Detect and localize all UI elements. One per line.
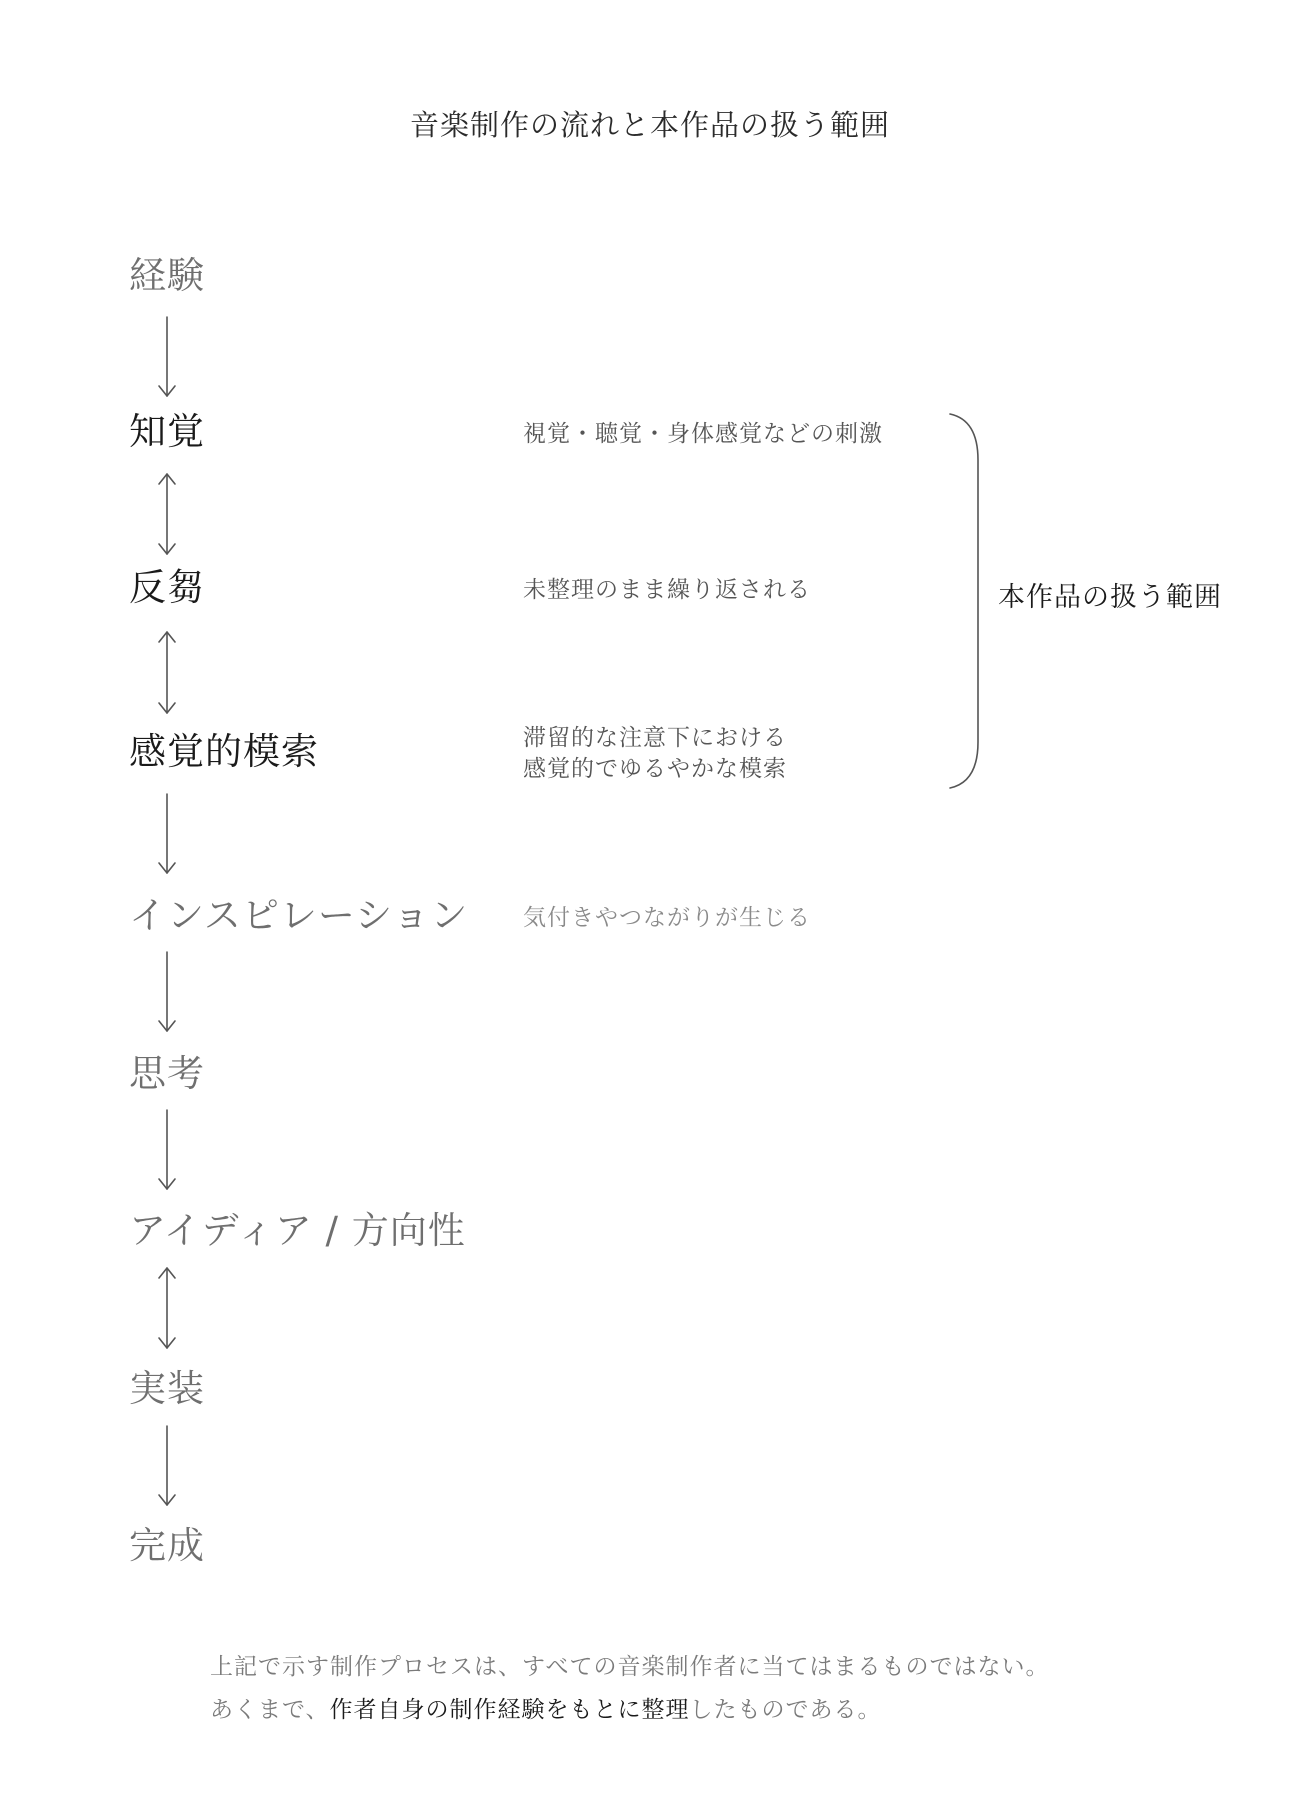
arrow-down-icon [159,952,175,1031]
desc-rumination: 未整理のまま繰り返される [523,577,811,603]
desc-inspiration: 気付きやつながりが生じる [523,905,811,931]
scope-bracket [950,414,978,788]
arrow-down-icon [159,317,175,396]
footnote-line2-a: あくまで、 [210,1697,330,1723]
desc-exploration-line1: 滞留的な注意下における [523,725,787,751]
desc-exploration-line2: 感覚的でゆるやかな模索 [523,756,787,782]
step-inspiration: インスピレーション [129,894,469,937]
step-rumination: 反芻 [129,566,205,609]
footnote-line2 [210,1691,882,1724]
desc-perception: 視覚・聴覚・身体感覚などの刺激 [523,421,883,447]
step-thinking: 思考 [129,1052,205,1095]
arrow-bidirectional-icon [159,632,175,713]
arrow-down-icon [159,1110,175,1189]
diagram-title: 音楽制作の流れと本作品の扱う範囲 [409,108,890,142]
step-completion: 完成 [129,1524,205,1567]
footnote-line2-emphasis: 作者自身の制作経験をもとに整理 [329,1697,690,1723]
step-implementation: 実装 [129,1367,205,1410]
arrow-down-icon [159,1426,175,1505]
step-experience: 経験 [129,254,205,297]
scope-label: 本作品の扱う範囲 [998,582,1222,613]
footnote-line2-c: したものである。 [689,1697,882,1723]
step-perception: 知覚 [129,410,205,453]
arrow-down-icon [159,794,175,873]
arrow-bidirectional-icon [159,1268,175,1348]
step-exploration: 感覚的模索 [129,730,319,773]
arrow-bidirectional-icon [159,474,175,554]
footnote-line1: 上記で示す制作プロセスは、すべての音楽制作者に当てはまるものではない。 [210,1654,1050,1680]
step-idea: アイディア / 方向性 [129,1209,466,1252]
